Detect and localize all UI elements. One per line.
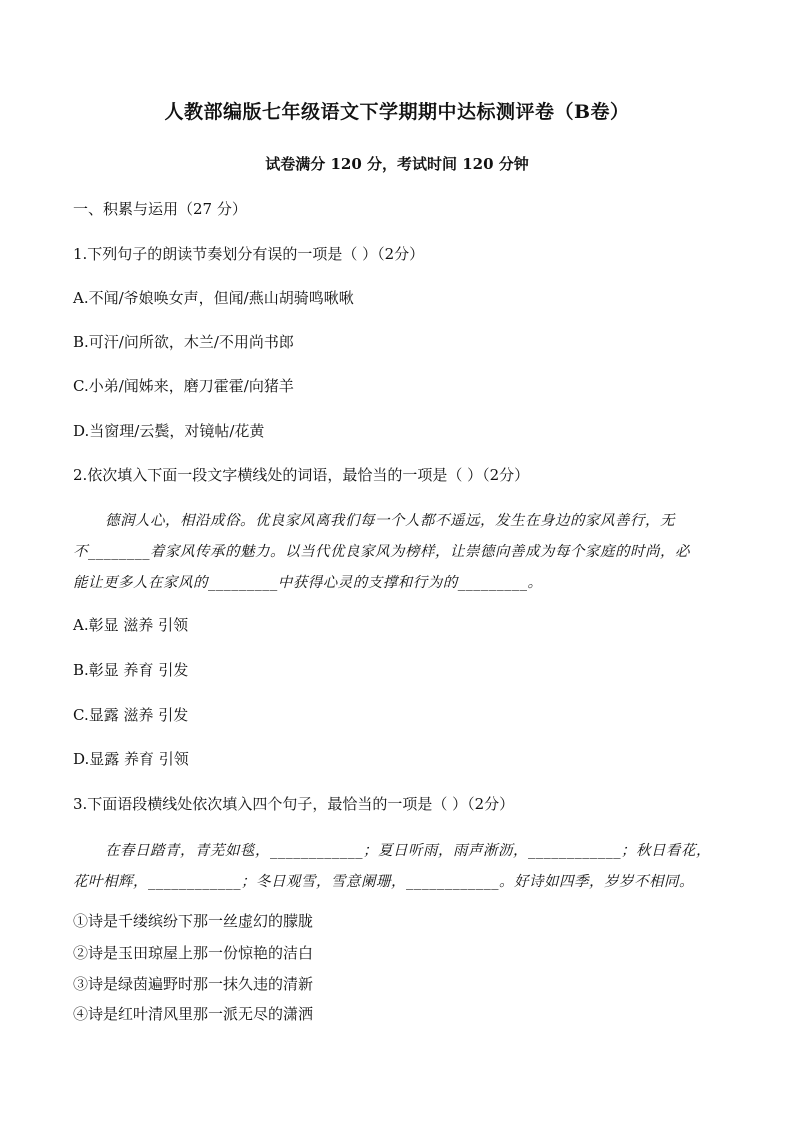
section-heading: 一、积累与运用（27 分） bbox=[73, 200, 247, 218]
question-1-option-c: C.小弟/闻姊来，磨刀霍霍/向猪羊 bbox=[73, 377, 294, 395]
question-2-option-b: B.彰显 养育 引发 bbox=[73, 661, 189, 679]
question-2-passage-line: 能让更多人在家风的_________中获得心灵的支撑和行为的_________。 bbox=[73, 575, 543, 591]
question-2-option-c: C.显露 滋养 引发 bbox=[73, 706, 189, 724]
page-subtitle: 试卷满分 120 分，考试时间 120 分钟 bbox=[265, 155, 529, 173]
question-3-sentence-1: ①诗是千缕缤纷下那一丝虚幻的朦胧 bbox=[73, 912, 314, 930]
question-2-stem: 2.依次填入下面一段文字横线处的词语，最恰当的一项是（ ）（2分） bbox=[73, 466, 530, 484]
page-title: 人教部编版七年级语文下学期期中达标测评卷（B卷） bbox=[164, 101, 630, 123]
question-1-option-a: A.不闻/爷娘唤女声，但闻/燕山胡骑鸣啾啾 bbox=[73, 289, 354, 307]
question-1-option-d: D.当窗理/云鬓，对镜帖/花黄 bbox=[73, 422, 265, 440]
question-3-sentence-4: ④诗是红叶清风里那一派无尽的潇洒 bbox=[73, 1005, 314, 1023]
question-3-sentence-3: ③诗是绿茵遍野时那一抹久违的清新 bbox=[73, 975, 314, 993]
question-3-passage-line: 在春日踏青，青芜如毯，____________；夏日听雨，雨声淅沥，____________；秋日看花， bbox=[105, 843, 711, 859]
question-1-option-b: B.可汗/问所欲，木兰/不用尚书郎 bbox=[73, 333, 294, 351]
question-2-option-d: D.显露 养育 引领 bbox=[73, 750, 189, 768]
question-3-stem: 3.下面语段横线处依次填入四个句子，最恰当的一项是（ ）（2分） bbox=[73, 795, 515, 813]
question-3-passage-line: 花叶相辉，____________；冬日观雪，雪意阑珊，____________。好诗如四季，岁岁不相同。 bbox=[73, 874, 694, 890]
question-3-sentence-2: ②诗是玉田琼屋上那一份惊艳的洁白 bbox=[73, 944, 314, 962]
question-1-stem: 1.下列句子的朗读节奏划分有误的一项是（ ）（2分） bbox=[73, 245, 425, 263]
question-2-passage-line: 不________着家风传承的魅力。以当代优良家风为榜样，让崇德向善成为每个家庭的时尚，必 bbox=[73, 544, 690, 560]
question-2-passage-line: 德润人心，相沿成俗。优良家风离我们每一个人都不遥远，发生在身边的家风善行，无 bbox=[105, 513, 675, 529]
question-2-option-a: A.彰显 滋养 引领 bbox=[73, 616, 189, 634]
